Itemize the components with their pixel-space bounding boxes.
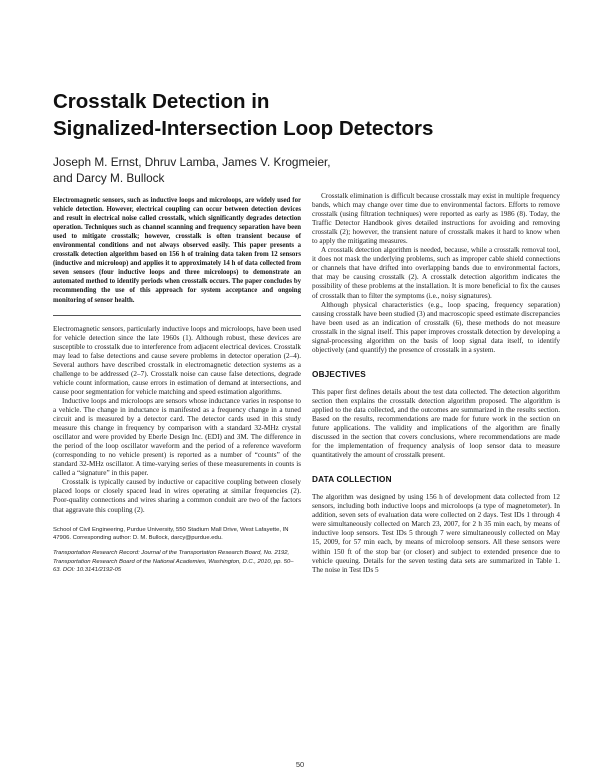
body-paragraph: Although physical characteristics (e.g., loop spacing, frequency separation) causing crosstalk have been studied (3) and macroscopic speed estimate discrepancies have been used as an indication of crosstalk (6), these methods do not measure crosstalk in the signal itself. This paper improves crosstalk detection by developing a signal-processing algorithm on the basis of loop signal data itself, to identify objectively (and quantify) the presence of crosstalk in a system. [312, 300, 560, 354]
body-paragraph: The algorithm was designed by using 156 h of development data collected from 12 sensors, including both inductive loops and microloops (a type of magnetometer). In addition, seven sets of evaluation data were collected on 2 days. Test IDs 1 through 4 were simultaneously collected on March 23, 2007, for 2 h 35 min each, by means of inductive loop sensors. Test IDs 5 through 7 were simultaneously collected on May 15, 2009, for 57 min each, by means of microloop sensors. All these sensors were within 150 ft of the stop bar (or closer) and subject to extended presence due to vehicle queuing. Details for the seven testing data sets are summarized in Table 1. The noise in Test IDs 5 [312, 493, 560, 574]
introduction-body [53, 325, 301, 515]
author-list [53, 155, 573, 186]
body-paragraph: Electromagnetic sensors, particularly inductive loops and microloops, have been used for vehicle detection since the late 1960s (1). Although robust, these devices are susceptible to crosstalk due to interference from adjacent electrical devices. Crosstalk may lead to false detections and cause severe problems in detector operation (2–4). Several authors have described crosstalk in electromagnetic detection systems as a challenge to be addressed (2–7). Crosstalk noise can cause false detections, degrade vehicle count information, cause errors in estimation of demand at intersections, and cause poor segmentation for vehicle matching and speed estimation algorithms. [53, 324, 301, 396]
paper-title [53, 88, 573, 142]
left-column [53, 196, 301, 575]
objectives-body [312, 388, 560, 460]
body-paragraph: Crosstalk is typically caused by inductive or capacitive coupling between closely placed loops or closely spaced lead in wires operating at similar frequencies (2). Poor-quality connections and wires sharing a common conduit are two of the factors that aggravate this coupling (2). [53, 478, 301, 514]
right-column [312, 192, 560, 575]
journal-citation: Transportation Research Record: Journal of the Transportation Research Board, No. 2192, Transportation Research Board of the National Academies, Washington, D.C., 2010, pp. 50–63. DOI: 10.3141/2192-05 [53, 550, 294, 574]
abstract-divider [53, 315, 301, 316]
intro-continued [312, 192, 560, 355]
data-collection-body [312, 493, 560, 574]
page-number: 50 [295, 760, 305, 769]
body-paragraph: Inductive loops and microloops are sensors whose inductance varies in response to a vehicle. The change in inductance is manifested as a frequency change in a tuned circuit and is measured by a detector card. The detector cards used in this study measure this change in frequency by comparison with a standard 32-MHz crystal oscillator and were provided by Eberle Design Inc. (EDI) and 3M. The difference in the period of the loop oscillator waveform and the period of a reference waveform (corresponding to no vehicle present) is reported as a number of “counts” of the standard 32-MHz oscillator. A time-varying series of these measurements in counts is called a “signature” in this paper. [53, 396, 301, 478]
body-paragraph: Crosstalk elimination is difficult because crosstalk may exist in multiple frequency bands, which may change over time due to environmental factors. Efforts to remove crosstalk (using filtration techniques) were reported as early as 1986 (8). Today, the Traffic Detector Handbook gives detailed instructions for avoiding and removing crosstalk (2); however, the transient nature of crosstalk makes it hard to know when to apply the mitigating measures. [312, 192, 560, 246]
author-affiliation: School of Civil Engineering, Purdue University, 550 Stadium Mall Drive, West Lafayette, IN 47906. Corresponding author: D. M. Bullock, darcy@purdue.edu. [53, 526, 289, 541]
authors-line-2: and Darcy M. Bullock [53, 170, 165, 185]
section-heading-data-collection: DATA COLLECTION [312, 475, 392, 485]
authors-line-1: Joseph M. Ernst, Dhruv Lamba, James V. Krogmeier, [53, 155, 331, 169]
abstract: Electromagnetic sensors, such as inductive loops and microloops, are widely used for vehicle detection. However, electrical coupling can occur between detection devices and result in electrical noise called crosstalk, which significantly degrades detection operation. Techniques such as channel scanning and frequency separation have been used to mitigate crosstalk; however, crosstalk is often transient because of environmental conditions and not always observed easily. This paper presents a crosstalk detection algorithm based on 156 h of training data taken from 12 sensors (inductive and microloop) and applies it to approximately 14 h of data collected from seven sensors (four inductive loops and three microloops) to demonstrate an automated method to identify periods when crosstalk occurs. The paper concludes by recommending the use of this approach for system acceptance and ongoing monitoring of sensor health. [53, 197, 301, 304]
title-line-2: Signalized-Intersection Loop Detectors [53, 117, 434, 140]
body-paragraph: This paper first defines details about the test data collected. The detection algorithm section then explains the crosstalk detection algorithm proposed. The algorithm is applied to the data collected, and the outcomes are summarized in the results section. Based on the results, recommendations are made for future work in the section on future applications. The validity and implications of the algorithm are finally discussed in the section that covers conclusions, where recommendations are made for the implementation of frequency analysis of loop sensor data to measure quantitatively the amount of crosstalk present. [312, 387, 560, 460]
body-paragraph: A crosstalk detection algorithm is needed, because, while a crosstalk removal tool, it does not mask the underlying problems, such as improper cable shield connections or channels that have drifted into overlapping bands due to environmental factors, that may be causing crosstalk (2). A crosstalk detection algorithm indicates the possibility of these problems at the installation. It is more beneficial to fix the causes of crosstalk than to filter the symptoms (i.e., noisy signatures). [312, 246, 560, 300]
section-heading-objectives: OBJECTIVES [312, 369, 366, 379]
title-line-1: Crosstalk Detection in [53, 90, 270, 113]
